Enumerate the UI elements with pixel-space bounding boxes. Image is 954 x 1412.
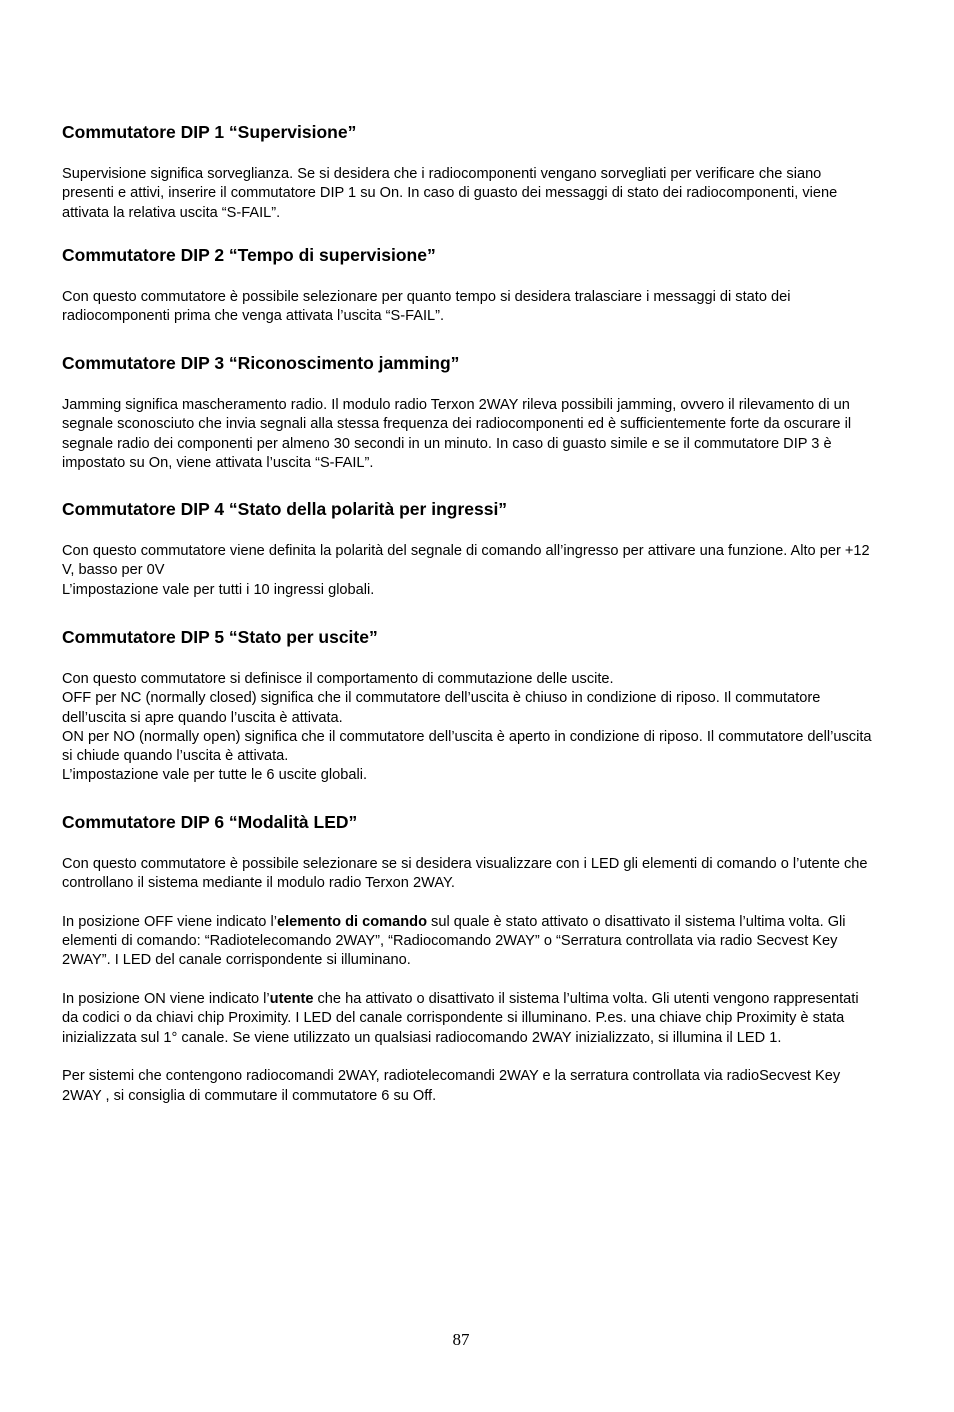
section-body [62,542,872,600]
bold-term: utente [269,991,314,1008]
paragraph: Con questo commutatore viene definita la polarità del segnale di comando all’ingresso per attivare una funzione. Alto per +12 V, basso per 0V [62,543,870,579]
section-body [62,396,872,473]
paragraph: L’impostazione vale per tutte le 6 uscite globali. [62,767,368,784]
text-run: In posizione OFF viene indicato l’ [62,913,277,930]
bold-term: elemento di comando [276,913,427,930]
section-heading: Commutatore DIP 5 “Stato per uscite” [62,627,378,647]
paragraph: Con questo commutatore si definisce il comportamento di commutazione delle uscite. [62,671,614,687]
section-heading: Commutatore DIP 1 “Supervisione” [62,122,357,142]
section-heading: Commutatore DIP 4 “Stato della polarità per ingressi” [62,499,508,519]
section-dip5 [62,626,872,786]
text-run: sul quale è stato attivato o disattivato il sistema l’ultima volta. Gli elementi di comando: “Radiotelecomando 2WAY”, “Radiocomando 2WAY” o “Serratura controllata via radio Secvest Key 2WAY”. I LED del canale corrispondente si illuminano. [62,913,846,969]
paragraph: ON per NO (normally open) significa che il commutatore dell’uscita è aperto in condizione di riposo. Il commutatore dell’uscita si chiude quando l’uscita è attivata. [62,728,872,765]
section-dip6 [62,811,872,1106]
paragraph: OFF per NC (normally closed) significa che il commutatore dell’uscita è chiuso in condizione di riposo. Il commutatore dell’uscita si apre quando l’uscita è attivata. [62,690,821,726]
paragraph-off [62,913,872,971]
section-body [62,288,872,327]
paragraph: Jamming significa mascheramento radio. Il modulo radio Terxon 2WAY rileva possibili jamming, ovvero il rilevamento di un segnale sconosciuto che invia segnali alla stessa frequenza dei radiocomponenti ed è sufficientemente forte da oscurare il segnale radio dei componenti per almeno 30 secondi in un minuto. In caso di guasto simile e se il commutatore DIP 3 è impostato su On, viene attivata l’uscita “S-FAIL”. [62,397,852,471]
section-dip3 [62,352,872,473]
paragraph-on [62,990,872,1048]
section-heading: Commutatore DIP 6 “Modalità LED” [62,812,358,832]
section-body [62,165,872,223]
section-heading: Commutatore DIP 3 “Riconoscimento jamming” [62,353,460,373]
paragraph: Con questo commutatore è possibile selezionare per quanto tempo si desidera tralasciare i messaggi di stato dei radiocomponenti prima che venga attivata l’uscita “S-FAIL”. [62,289,791,325]
paragraph: Per sistemi che contengono radiocomandi 2WAY, radiotelecomandi 2WAY e la serratura controllata via radioSecvest Key 2WAY , si consiglia di commutare il commutatore 6 su Off. [62,1068,841,1104]
section-heading: Commutatore DIP 2 “Tempo di supervisione” [62,245,436,265]
section-dip4 [62,498,872,600]
text-run: che ha attivato o disattivato il sistema l’ultima volta. Gli utenti vengono rappresentati da codici o da chiavi chip Proximity. I LED del canale corrispondente si illuminano. P.es. una chiave chip Proximity è stata inizializzata sul 1° canale. Se viene utilizzato un qualsiasi radiocomando 2WAY inizializzato, si illumina il LED 1. [62,991,859,1046]
paragraph: Con questo commutatore è possibile selezionare se si desidera visualizzare con i LED gli elementi di comando o l’utente che controllano il sistema mediante il modulo radio Terxon 2WAY. [62,856,868,892]
page-number: 87 [452,1330,470,1349]
paragraph: L’impostazione vale per tutti i 10 ingressi globali. [62,581,375,598]
paragraph: Supervisione significa sorveglianza. Se si desidera che i radiocomponenti vengano sorvegliati per verificare che siano presenti e attivi, inserire il commutatore DIP 1 su On. In caso di guasto dei messaggi di stato dei radiocomponenti, viene attivata la relativa uscita “S-FAIL”. [62,166,838,221]
section-body [62,855,872,1106]
section-dip1 [62,121,872,223]
section-body [62,670,872,786]
text-run: In posizione ON viene indicato l’ [62,991,270,1008]
section-dip2 [62,244,872,327]
